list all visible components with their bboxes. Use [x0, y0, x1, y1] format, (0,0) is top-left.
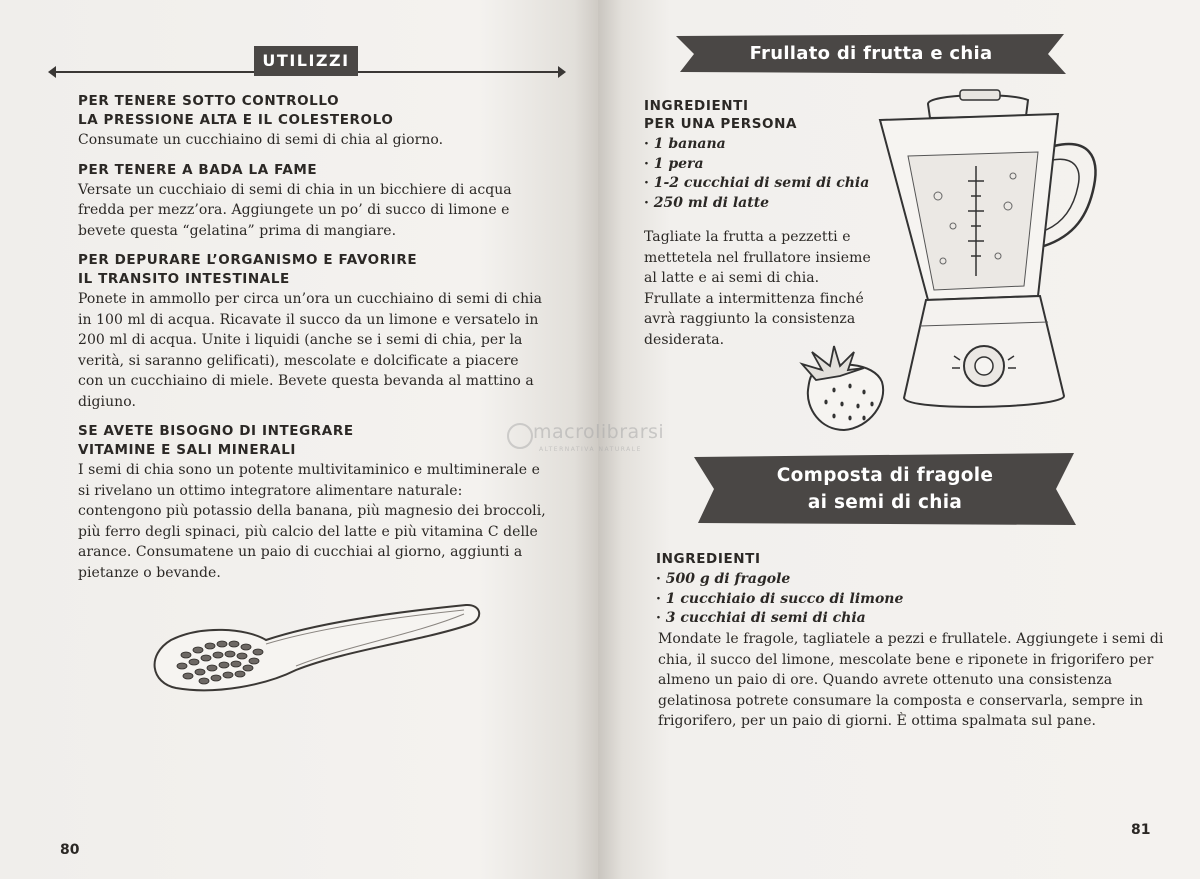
- use-heading-line1: PER TENERE A BADA LA FAME: [78, 161, 318, 178]
- ingredients-list: [644, 135, 894, 213]
- use-section: [78, 92, 548, 151]
- spoon-with-seeds-icon: [146, 600, 486, 700]
- recipe-title: Frullato di frutta e chia: [749, 43, 993, 64]
- ingredients-heading: INGREDIENTI: [656, 551, 761, 567]
- blender-icon: [868, 86, 1108, 426]
- ingredient-item: · 250 ml di latte: [644, 194, 894, 214]
- recipe-title-banner: [694, 453, 1076, 525]
- rule-right-arrow: [558, 66, 566, 78]
- use-body: Ponete in ammollo per circa un’ora un cucchiaino di semi di chia in 100 ml di acqua. Ricavate il succo da un limone e versatelo in 200 ml di acqua. Unite i liquidi (anche se i semi di chia, per la verità, si saranno gelificati), mescolate e dolcificate a piacere con un cucchiaino di miele. Bevete questa bevanda al mattino a digiuno.: [78, 291, 543, 410]
- use-section: [78, 251, 548, 412]
- watermark-text: macrolibrarsi: [533, 421, 665, 443]
- page-number: 81: [1131, 822, 1151, 838]
- page-number: 80: [60, 842, 80, 858]
- ingredient-item: · 500 g di fragole: [656, 570, 956, 590]
- ingredient-item: · 1-2 cucchiai di semi di chia: [644, 174, 894, 194]
- watermark-logo-icon: [507, 423, 533, 449]
- use-body: I semi di chia sono un potente multivitaminico e multiminerale e si rivelano un ottimo integratore alimentare naturale: contengono più potassio della banana, più magnesio dei broccoli, più ferro degli spinaci, più calcio del latte e più vitamina C delle arance. Consumatene un paio di cucchiai al giorno, aggiunti a pietanze o bevande.: [78, 462, 546, 581]
- ingredients-block: [644, 97, 894, 213]
- recipe-procedure: Tagliate la frutta a pezzetti e mettetela nel frullatore insieme al latte e ai semi di chia. Frullate a intermittenza finché avrà raggiunto la consistenza desiderata.: [644, 229, 871, 348]
- use-body: Consumate un cucchiaino di semi di chia al giorno.: [78, 132, 444, 148]
- use-heading-line2: IL TRANSITO INTESTINALE: [78, 271, 290, 287]
- ingredient-item: · 1 pera: [644, 155, 894, 175]
- ingredients-list: [656, 570, 956, 629]
- uses-column: [78, 92, 548, 593]
- use-heading-line1: PER DEPURARE L’ORGANISMO E FAVORIRE: [78, 252, 418, 268]
- ingredients-heading: INGREDIENTI: [644, 98, 749, 114]
- use-section: [78, 161, 548, 242]
- watermark-subtext: ALTERNATIVA NATURALE: [539, 446, 642, 453]
- use-heading-line1: SE AVETE BISOGNO DI INTEGRARE: [78, 423, 354, 439]
- section-tag: UTILIZZI: [254, 46, 358, 76]
- recipe-procedure: Mondate le fragole, tagliatele a pezzi e frullatele. Aggiungete i semi di chia, il succo del limone, mescolate bene e riponete in frigorifero per almeno un paio di ore. Quando avrete ottenuto una consistenza gelatinosa potrete consumare la composta e conservarla, sempre in frigorifero, per un paio di giorni. È ottima spalmata sul pane.: [658, 631, 1164, 729]
- strawberry-icon: [794, 342, 890, 434]
- ingredients-block: [656, 550, 956, 629]
- ingredients-subheading: PER UNA PERSONA: [644, 116, 798, 132]
- use-heading-line2: LA PRESSIONE ALTA E IL COLESTEROLO: [78, 112, 394, 128]
- ingredient-item: · 1 cucchiaio di succo di limone: [656, 590, 956, 610]
- ingredient-item: · 3 cucchiai di semi di chia: [656, 609, 956, 629]
- recipe-title-line2: ai semi di chia: [807, 492, 963, 513]
- use-body: Versate un cucchiaio di semi di chia in un bicchiere di acqua fredda per mezz’ora. Aggiungete un po’ di succo di limone e bevete questa “gelatina” prima di mangiare.: [78, 181, 512, 239]
- use-heading-line1: PER TENERE SOTTO CONTROLLO: [78, 93, 340, 109]
- recipe-title-banner: [676, 34, 1066, 74]
- recipe-title: [694, 453, 1076, 516]
- recipe-title-line1: Composta di fragole: [776, 465, 994, 486]
- use-section: [78, 422, 548, 583]
- rule-left-arrow: [48, 66, 56, 78]
- watermark: [497, 415, 717, 459]
- use-heading-line2: VITAMINE E SALI MINERALI: [78, 442, 297, 458]
- ingredient-item: · 1 banana: [644, 135, 894, 155]
